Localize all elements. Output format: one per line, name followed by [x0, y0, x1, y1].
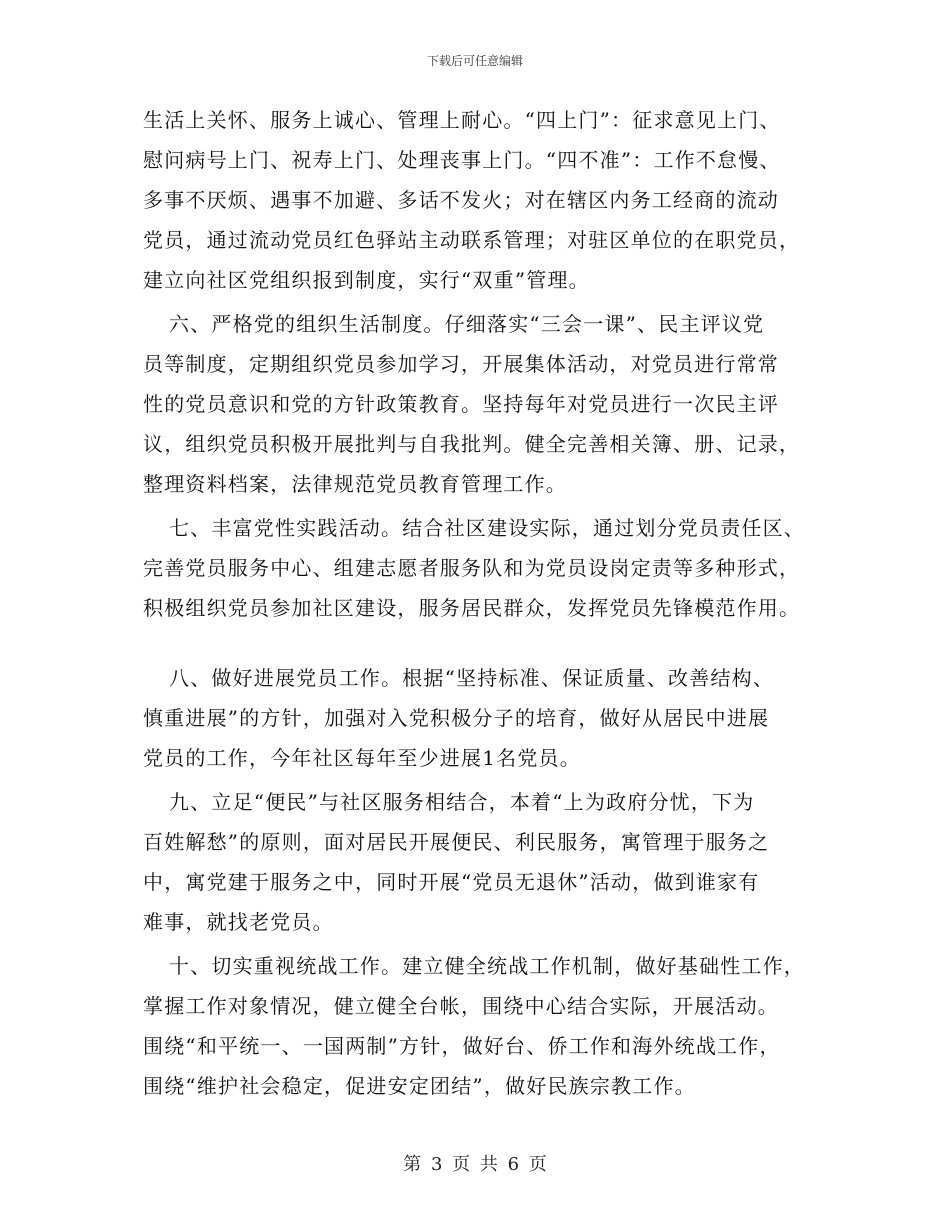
body-line: 百姓解愁”的原则，面对居民开展便民、利民服务，寓管理于服务之	[143, 830, 770, 854]
body-line: 难事，就找老党员。	[143, 910, 334, 934]
body-line: 生活上关怀、服务上诚心、管理上耐心。“四上门”：征求意见上门、	[143, 108, 781, 132]
body-line: 整理资料档案，法律规范党员教育管理工作。	[143, 472, 567, 496]
paragraph-nine-first-line: 九、立足“便民”与社区服务相结合，本着“上为政府分忧，下为	[169, 790, 755, 814]
body-line: 围绕“维护社会稳定，促进安定团结”，做好民族宗教工作。	[143, 1074, 696, 1098]
page-footer: 第 3 页 共 6 页	[403, 1154, 547, 1175]
paragraph-seven-first-line: 七、丰富党性实践活动。结合社区建设实际，通过划分党员责任区、	[169, 516, 805, 540]
body-line: 积极组织党员参加社区建设，服务居民群众，发挥党员先锋模范作用。	[143, 596, 801, 620]
body-line: 慎重进展”的方针，加强对入党积极分子的培育，做好从居民中进展	[143, 706, 770, 730]
body-line: 议，组织党员积极开展批判与自我批判。健全完善相关簿、册、记录，	[143, 432, 801, 456]
body-line: 性的党员意识和党的方针政策教育。坚持每年对党员进行一次民主评	[143, 392, 779, 416]
body-line: 多事不厌烦、遇事不加避、多话不发火；对在辖区内务工经商的流动	[143, 188, 779, 212]
body-line: 慰问病号上门、祝寿上门、处理丧事上门。“四不准”：工作不怠慢、	[143, 148, 781, 172]
body-line: 党员的工作，今年社区每年至少进展1名党员。	[143, 746, 581, 770]
paragraph-ten-first-line: 十、切实重视统战工作。建立健全统战工作机制，做好基础性工作，	[169, 954, 805, 978]
body-line: 员等制度，定期组织党员参加学习，开展集体活动，对党员进行常常	[143, 352, 779, 376]
body-line: 中，寓党建于服务之中，同时开展“党员无退休”活动，做到谁家有	[143, 870, 760, 894]
body-line: 建立向社区党组织报到制度，实行“双重”管理。	[143, 268, 590, 292]
body-line: 围绕“和平统一、一国两制”方针，做好台、侨工作和海外统战工作，	[143, 1034, 781, 1058]
paragraph-eight-first-line: 八、做好进展党员工作。根据“坚持标准、保证质量、改善结构、	[169, 666, 775, 690]
paragraph-six-first-line: 六、严格党的组织生活制度。仔细落实“三会一课”、民主评议党	[169, 312, 765, 336]
body-line: 完善党员服务中心、组建志愿者服务队和为党员设岗定责等多种形式，	[143, 556, 801, 580]
page-header: 下载后可任意编辑	[426, 54, 523, 68]
body-line: 党员，通过流动党员红色驿站主动联系管理；对驻区单位的在职党员，	[143, 228, 801, 252]
body-line: 掌握工作对象情况，健立健全台帐，围绕中心结合实际，开展活动。	[143, 994, 779, 1018]
